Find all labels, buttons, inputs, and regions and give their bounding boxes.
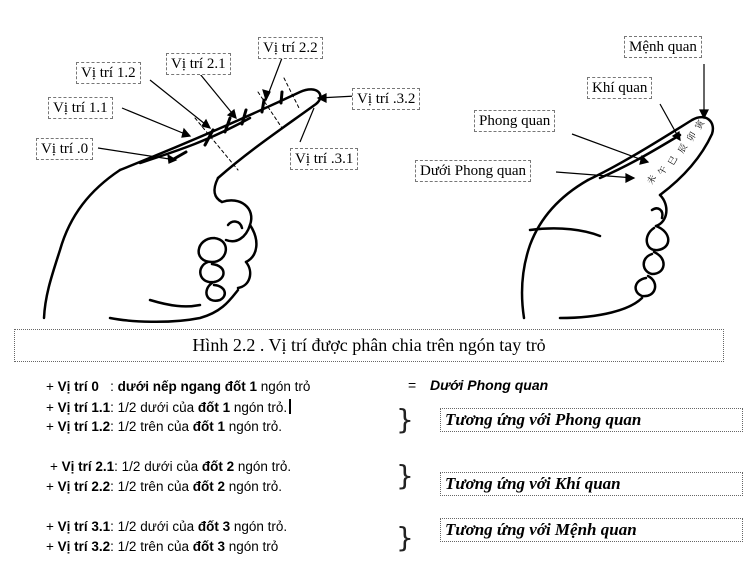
label-menh-quan: Mệnh quan	[624, 36, 702, 58]
corr-phong-quan: Tương ứng với Phong quan	[440, 408, 743, 432]
svg-text:午: 午	[656, 164, 671, 178]
svg-text:卯: 卯	[685, 130, 700, 144]
row-sep: : 1/2 trên của	[110, 419, 193, 434]
brace-khi: }	[396, 459, 414, 492]
row-vi-tri-1-1	[46, 399, 291, 416]
row-bold: đốt 2	[201, 459, 235, 474]
row-vi-tri-0	[46, 378, 310, 395]
row-label: Vị trí 2.1	[61, 459, 115, 474]
label-khi-quan: Khí quan	[587, 77, 652, 99]
row-rest: ngón trỏ.	[230, 400, 288, 415]
svg-text:辰: 辰	[676, 142, 691, 156]
row-sep: : 1/2 dưới của	[110, 400, 198, 415]
label-vi-tri-3-1: Vị trí .3.1	[290, 148, 358, 170]
brace-menh: }	[396, 521, 414, 554]
label-vi-tri-1-2: Vị trí 1.2	[76, 62, 141, 84]
row-vi-tri-3-2	[46, 538, 278, 555]
row-sep: : 1/2 dưới của	[110, 519, 198, 534]
row-prefix: +	[46, 479, 58, 494]
row-prefix: +	[46, 539, 58, 554]
label-duoi-phong-quan: Dưới Phong quan	[415, 160, 531, 182]
row-sep: : 1/2 trên của	[110, 479, 193, 494]
duoi-phong-quan-text: Dưới Phong quan	[430, 377, 549, 393]
svg-text:未: 未	[645, 173, 660, 187]
label-phong-quan: Phong quan	[474, 110, 555, 132]
row-rest: ngón trỏ.	[230, 519, 288, 534]
row-prefix: +	[46, 419, 58, 434]
row-prefix: +	[50, 459, 62, 474]
svg-text:巳: 巳	[666, 154, 681, 168]
brace-phong: }	[396, 403, 414, 436]
row-label: Vị trí 1.2	[57, 419, 111, 434]
equals-sign: =	[408, 377, 417, 393]
row-rest: ngón trỏ.	[224, 419, 283, 434]
label-vi-tri-3-2: Vị trí .3.2	[352, 88, 420, 110]
row-bold: đốt 2	[192, 479, 225, 494]
row-rest: ngón trỏ.	[224, 479, 283, 494]
row-vi-tri-3-1	[46, 518, 287, 535]
label-vi-tri-1-1: Vị trí 1.1	[48, 97, 113, 119]
label-vi-tri-2-2: Vị trí 2.2	[258, 37, 323, 59]
text-cursor	[289, 399, 291, 414]
row-sep: :	[98, 379, 118, 394]
row-sep: : 1/2 dưới của	[114, 459, 202, 474]
row-vi-tri-2-1	[50, 458, 291, 475]
row-prefix: +	[46, 519, 58, 534]
row-rest: ngón trỏ	[224, 539, 279, 554]
row-prefix: +	[46, 400, 58, 415]
row-label: Vị trí 2.2	[57, 479, 111, 494]
figure-caption: Hình 2.2 . Vị trí được phân chia trên ngón tay trỏ	[14, 329, 724, 362]
row-label: Vị trí 0	[57, 379, 99, 394]
label-vi-tri-2-1: Vị trí 2.1	[166, 53, 231, 75]
row-bold: đốt 3	[192, 539, 225, 554]
row-bold: đốt 1	[192, 419, 225, 434]
row-label: Vị trí 3.1	[57, 519, 111, 534]
row-label: Vị trí 1.1	[57, 400, 111, 415]
row-bold: đốt 1	[197, 400, 231, 415]
row-vi-tri-1-2	[46, 418, 282, 435]
row-prefix: +	[46, 379, 58, 394]
label-vi-tri-0: Vị trí .0	[36, 138, 93, 160]
row-rest: ngón trỏ	[257, 379, 311, 394]
row-bold: dưới nếp ngang đốt 1	[117, 379, 258, 394]
corr-menh-quan: Tương ứng với Mệnh quan	[440, 518, 743, 542]
row-vi-tri-2-2	[46, 478, 282, 495]
corr-khi-quan: Tương ứng với Khí quan	[440, 472, 743, 496]
svg-text:寅: 寅	[693, 118, 708, 132]
row-bold: đốt 3	[197, 519, 231, 534]
row-label: Vị trí 3.2	[57, 539, 111, 554]
row-sep: : 1/2 trên của	[110, 539, 193, 554]
row-rest: ngón trỏ.	[234, 459, 292, 474]
